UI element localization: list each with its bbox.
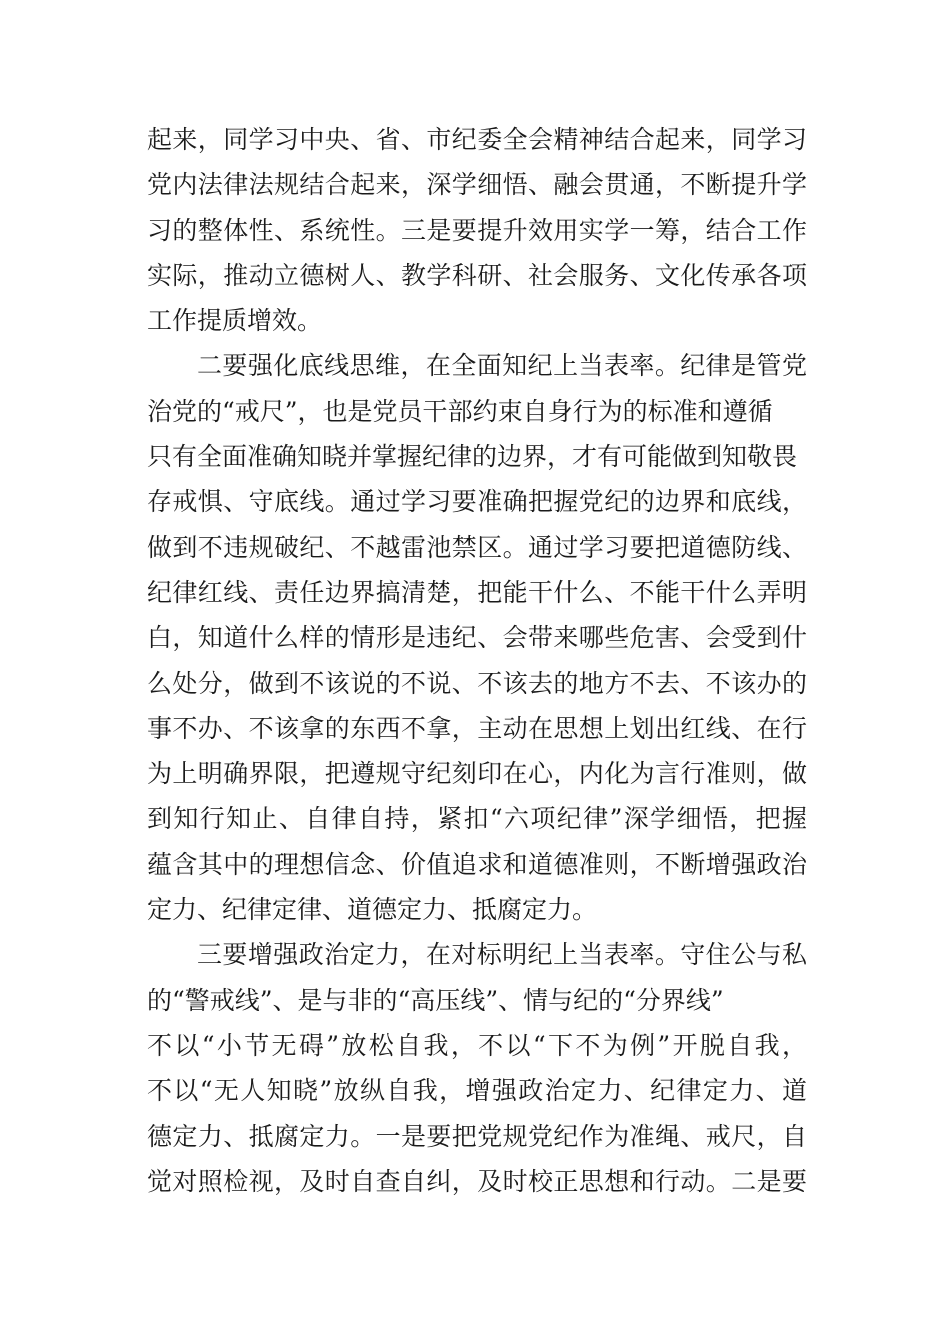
paragraph bbox=[147, 932, 807, 1204]
text-line: 么处分，做到不该说的不说、不该去的地方不去、不该办的 bbox=[147, 668, 807, 698]
text-line: 工作提质增效。 bbox=[147, 306, 323, 336]
text-line: 习的整体性、系统性。三是要提升效用实学一筹，结合工作 bbox=[147, 215, 807, 245]
text-line: 的“警戒线”、是与非的“高压线”、情与纪的“分界线” bbox=[147, 985, 724, 1015]
text-line: 三要增强政治定力，在对标明纪上当表率。守住公与私 bbox=[197, 940, 807, 970]
text-line: 起来，同学习中央、省、市纪委全会精神结合起来，同学习 bbox=[147, 125, 807, 154]
text-line: 为上明确界限，把遵规守纪刻印在心，内化为言行准则，做 bbox=[147, 759, 807, 789]
text-line: 实际，推动立德树人、教学科研、社会服务、文化传承各项 bbox=[147, 260, 807, 290]
text-line: 到知行知止、自律自持，紧扣“六项纪律”深学细悟，把握 bbox=[147, 804, 807, 834]
text-line: 不以“无人知晓”放纵自我，增强政治定力、纪律定力、道 bbox=[147, 1076, 807, 1106]
text-line: 不以“小节无碍”放松自我，不以“下不为例”开脱自我， bbox=[147, 1030, 807, 1060]
text-line: 觉对照检视，及时自查自纠，及时校正思想和行动。二是要 bbox=[147, 1166, 807, 1196]
text-line: 治党的“戒尺”，也是党员干部约束自身行为的标准和遵循 bbox=[147, 396, 773, 426]
document-body bbox=[147, 117, 807, 1204]
text-line: 党内法律法规结合起来，深学细悟、融会贯通，不断提升学 bbox=[147, 170, 807, 200]
text-line: 蕴含其中的理想信念、价值追求和道德准则，不断增强政治 bbox=[147, 849, 807, 879]
text-line: 只有全面准确知晓并掌握纪律的边界，才有可能做到知敬畏 bbox=[147, 442, 798, 472]
paragraph bbox=[147, 117, 807, 343]
text-line: 事不办、不该拿的东西不拿，主动在思想上划出红线、在行 bbox=[147, 713, 807, 743]
text-line: 白，知道什么样的情形是违纪、会带来哪些危害、会受到什 bbox=[147, 623, 807, 653]
paragraph bbox=[147, 343, 807, 932]
text-line: 二要强化底线思维，在全面知纪上当表率。纪律是管党 bbox=[197, 351, 807, 381]
text-line: 定力、纪律定律、道德定力、抵腐定力。 bbox=[147, 895, 598, 925]
text-line: 德定力、抵腐定力。一是要把党规党纪作为准绳、戒尺，自 bbox=[147, 1121, 807, 1151]
text-line: 纪律红线、责任边界搞清楚，把能干什么、不能干什么弄明 bbox=[147, 577, 807, 607]
text-line: 存戒惧、守底线。通过学习要准确把握党纪的边界和底线， bbox=[147, 487, 807, 517]
text-line: 做到不违规破纪、不越雷池禁区。通过学习要把道德防线、 bbox=[147, 532, 807, 562]
